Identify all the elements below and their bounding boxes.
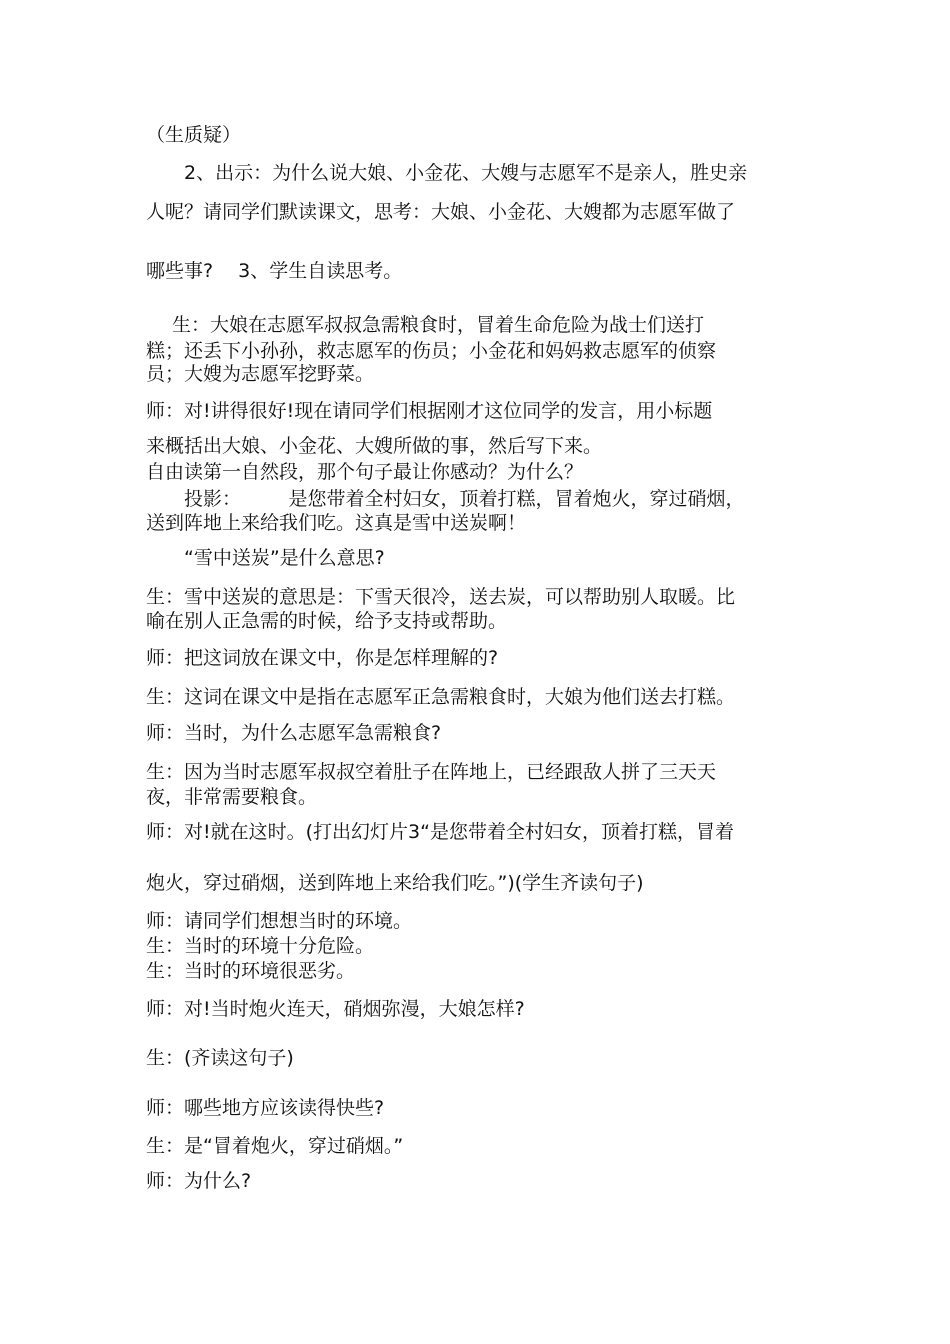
text-line: 夜，非常需要粮食。 [146, 786, 318, 808]
text-line: 哪些事? 3、学生自读思考。 [146, 260, 403, 282]
text-line: 师：把这词放在课文中，你是怎样理解的? [146, 647, 499, 669]
text-line: 生：当时的环境很恶劣。 [146, 960, 356, 982]
text-line: 投影： 是您带着全村妇女，顶着打糕，冒着炮火，穿过硝烟， [184, 488, 745, 510]
text-line: 生：大娘在志愿军叔叔急需粮食时，冒着生命危险为战士们送打 [172, 314, 705, 336]
text-line: 来概括出大娘、小金花、大嫂所做的事，然后写下来。 [146, 435, 603, 457]
text-line: 炮火，穿过硝烟，送到阵地上来给我们吃。”)(学生齐读句子) [146, 872, 644, 894]
text-line: 师：对!就在这时。(打出幻灯片3“是您带着全村妇女，顶着打糕，冒着 [146, 821, 734, 843]
text-line: 生：当时的环境十分危险。 [146, 935, 375, 957]
text-line: 2、出示：为什么说大娘、小金花、大嫂与志愿军不是亲人，胜史亲 [184, 162, 748, 184]
text-line: 生：是“冒着炮火，穿过硝烟。” [146, 1135, 404, 1157]
text-line: 生：因为当时志愿军叔叔空着肚子在阵地上，已经跟敌人拼了三天天 [146, 761, 717, 783]
text-line: 人呢？请同学们默读课文，思考：大娘、小金花、大嫂都为志愿军做了 [146, 201, 736, 223]
text-line: （生质疑） [146, 124, 242, 146]
text-line: “雪中送炭”是什么意思? [184, 547, 385, 569]
text-line: 师：哪些地方应该读得快些? [146, 1097, 385, 1119]
text-line: 师：请同学们想想当时的环境。 [146, 910, 413, 932]
text-line: 生：这词在课文中是指在志愿军正急需粮食时，大娘为他们送去打糕。 [146, 686, 736, 708]
text-line: 师：对!当时炮火连天，硝烟弥漫，大娘怎样? [146, 998, 525, 1020]
text-line: 员；大嫂为志愿军挖野菜。 [146, 363, 375, 385]
text-line: 糕；还丢下小孙孙，救志愿军的伤员；小金花和妈妈救志愿军的侦察 [146, 340, 717, 362]
text-line: 师：对!讲得很好!现在请同学们根据刚才这位同学的发言，用小标题 [146, 400, 713, 422]
text-line: 生：雪中送炭的意思是：下雪天很冷，送去炭，可以帮助别人取暖。比 [146, 586, 736, 608]
text-line: 喻在别人正急需的时候，给予支持或帮助。 [146, 610, 508, 632]
text-line: 送到阵地上来给我们吃。这真是雪中送炭啊！ [146, 512, 527, 534]
text-line: 师：当时，为什么志愿军急需粮食? [146, 722, 442, 744]
text-line: 师：为什么? [146, 1170, 252, 1192]
text-line: 生：(齐读这句子) [146, 1047, 294, 1069]
text-line: 自由读第一自然段，那个句子最让你感动？为什么？ [146, 461, 584, 483]
